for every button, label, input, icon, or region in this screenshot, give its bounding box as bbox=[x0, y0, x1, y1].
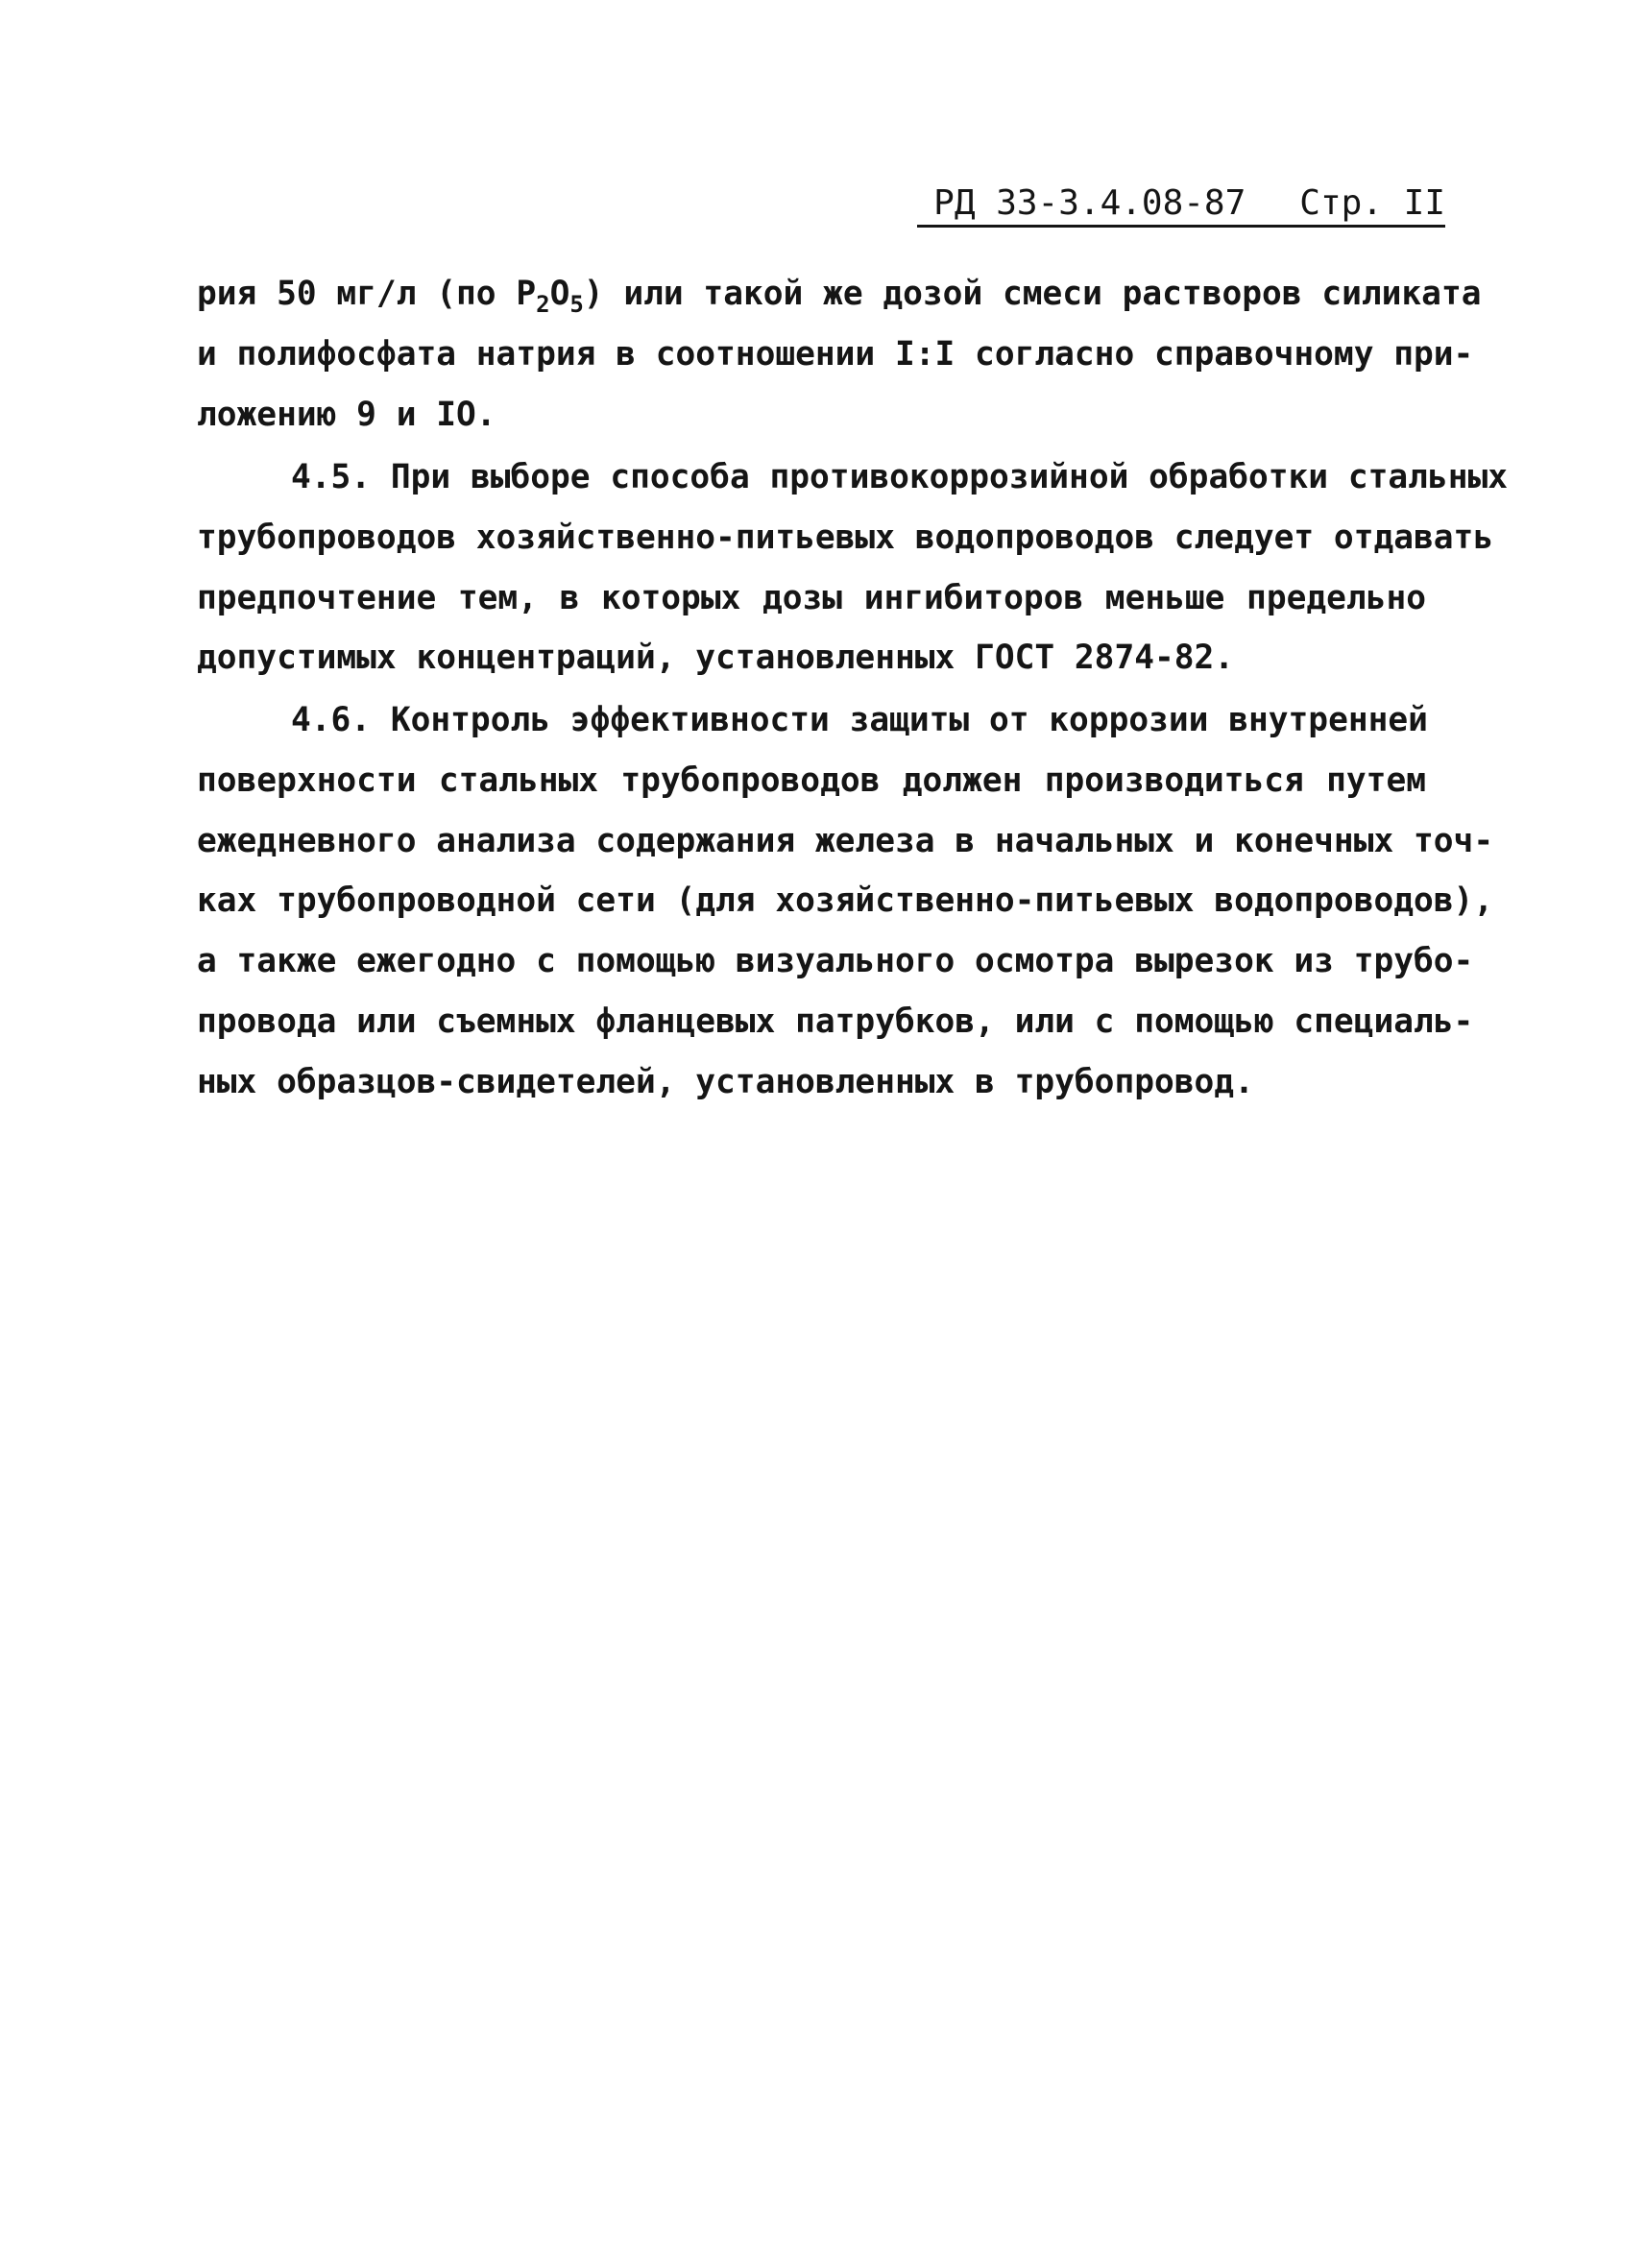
page-header bbox=[917, 182, 1445, 228]
text-line: 4.6. Контроль эффективности защиты от коррозии внутренней bbox=[291, 701, 1428, 739]
text-line: ежедневного анализа содержания железа в начальных и конечных точ- bbox=[197, 821, 1494, 860]
document-code: РД 33-3.4.08-87 bbox=[933, 183, 1246, 223]
text-line: ках трубопроводной сети (для хозяйственно-питьевых водопроводов), bbox=[197, 881, 1494, 921]
text-line: провода или съемных фланцевых патрубков, или с помощью специаль- bbox=[197, 1001, 1474, 1041]
text-line: поверхности стальных трубопроводов должен производиться путем bbox=[197, 760, 1426, 800]
page-number: Стр. II bbox=[1299, 183, 1445, 223]
paragraph-4-5 bbox=[197, 447, 1509, 688]
text-line: ных образцов-свидетелей, установленных в трубопровод. bbox=[197, 1062, 1254, 1101]
text-line: трубопроводов хозяйственно-питьевых водопроводов следует отдавать bbox=[197, 518, 1494, 557]
paragraph-continuation bbox=[197, 264, 1482, 445]
text-line: ложению 9 и IO. bbox=[197, 395, 496, 434]
text-line: предпочтение тем, в которых дозы ингибиторов меньше предельно bbox=[197, 578, 1426, 617]
text-line: и полифосфата натрия в соотношении I:I согласно справочному при- bbox=[197, 334, 1474, 374]
text-line: допустимых концентраций, установленных ГОСТ 2874-82. bbox=[197, 639, 1235, 678]
text-line: 4.5. При выборе способа противокоррозийной обработки стальных bbox=[291, 458, 1509, 496]
text-line: рия 50 мг/л (по $P_2O_5$) или такой же дозой смеси растворов силиката bbox=[197, 275, 1482, 318]
text-line: а также ежегодно с помощью визуального осмотра вырезок из трубо- bbox=[197, 942, 1474, 981]
paragraph-4-6 bbox=[197, 690, 1494, 1113]
